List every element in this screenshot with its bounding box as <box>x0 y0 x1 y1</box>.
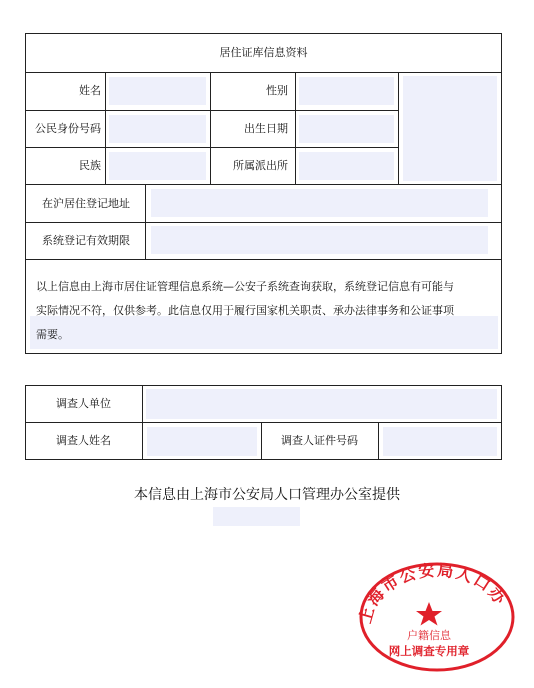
police-station-field <box>299 152 394 180</box>
table-rule <box>105 72 106 184</box>
table-rule <box>25 184 502 185</box>
seal-line-1: 户籍信息 <box>407 629 451 642</box>
shanghai-address-field <box>151 189 488 217</box>
valid-period-label: 系统登记有效期限 <box>42 234 130 247</box>
seal-ring-text: 上海市公安局人口办 <box>357 562 511 626</box>
investigator-id-label: 调查人证件号码 <box>281 434 358 447</box>
seal-star-icon <box>416 602 442 626</box>
investigator-id-field <box>383 427 497 456</box>
notice-text <box>36 275 496 347</box>
gender-field <box>299 77 394 105</box>
table-rule <box>25 110 398 111</box>
police-station-label: 所属派出所 <box>233 159 288 172</box>
table-rule <box>25 422 502 423</box>
seal-line-2: 网上调查专用章 <box>388 644 470 658</box>
gender-label: 性别 <box>266 84 288 97</box>
ethnicity-field <box>109 152 206 180</box>
birth-date-label: 出生日期 <box>244 122 288 135</box>
table-rule <box>295 72 296 184</box>
name-label: 姓名 <box>79 84 101 97</box>
seal-graphic <box>357 562 517 672</box>
ethnicity-label: 民族 <box>79 159 101 172</box>
id-number-field <box>109 115 206 143</box>
provider-date-field <box>213 507 300 526</box>
notice-line-3: 需要。 <box>36 328 69 341</box>
valid-period-field <box>151 226 488 254</box>
table-rule <box>378 422 379 460</box>
id-number-label: 公民身份号码 <box>35 122 101 135</box>
table-rule <box>25 259 502 260</box>
table-rule <box>25 72 502 73</box>
table-rule <box>142 385 143 460</box>
table-rule <box>398 72 399 184</box>
table-rule <box>145 184 146 259</box>
investigator-name-label: 调查人姓名 <box>56 434 111 447</box>
notice-line-1: 以上信息由上海市居住证管理信息系统—公安子系统查询获取，系统登记信息有可能与 <box>36 280 454 293</box>
birth-date-field <box>299 115 394 143</box>
name-field <box>109 77 206 105</box>
investigator-name-field <box>147 427 257 456</box>
shanghai-address-label: 在沪居住登记地址 <box>42 197 130 210</box>
table-rule <box>25 147 398 148</box>
investigator-unit-label: 调查人单位 <box>56 397 111 410</box>
form-title: 居住证库信息资料 <box>219 46 308 59</box>
provider-statement: 本信息由上海市公安局人口管理办公室提供 <box>134 487 400 503</box>
photo-area <box>403 76 497 181</box>
investigator-unit-field <box>146 389 497 419</box>
notice-line-2: 实际情况不符，仅供参考。此信息仅用于履行国家机关职责、承办法律事务和公证事项 <box>36 304 454 317</box>
official-seal <box>357 562 517 672</box>
table-rule <box>25 222 502 223</box>
